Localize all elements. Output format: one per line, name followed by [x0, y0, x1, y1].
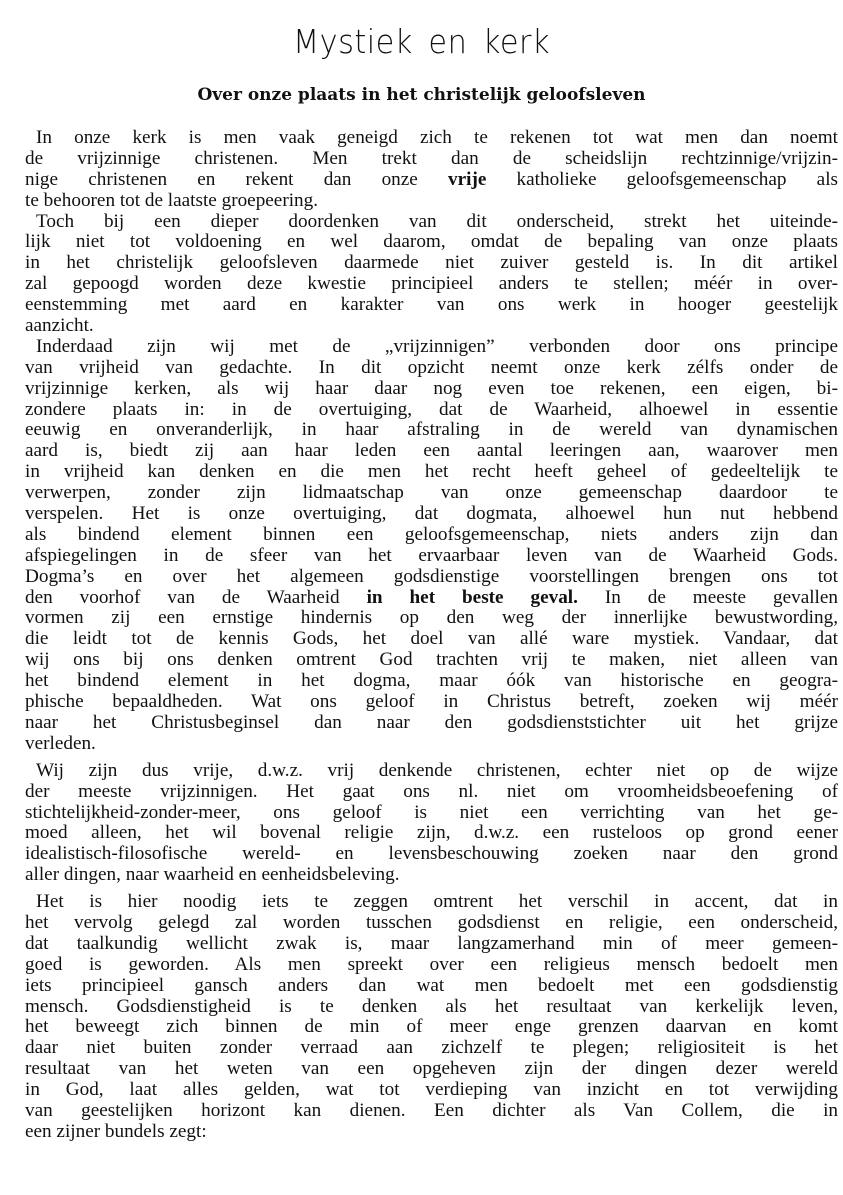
text-line — [25, 608, 838, 629]
paragraph — [25, 892, 838, 1143]
paragraph — [25, 212, 838, 337]
text-line — [25, 934, 838, 955]
text-segment: verwerpen, zonder zijn lidmaatschap van onze gemeenschap daardoor te — [25, 482, 838, 504]
text-line — [25, 462, 838, 483]
text-segment: Dogma’s en over het algemeen godsdienstige voorstellingen brengen ons tot — [25, 565, 838, 587]
text-line — [25, 149, 838, 170]
text-segment: nige christenen en rekent dan onze — [25, 168, 448, 190]
paragraph — [25, 128, 838, 212]
text-segment: phische bepaaldheden. Wat ons geloof in Christus betreft, zoeken wij méér — [25, 691, 838, 713]
text-segment: aanzicht. — [25, 315, 94, 337]
text-line — [25, 212, 838, 233]
text-segment: van vrijheid van gedachte. In dit opzicht neemt onze kerk zélfs onder de — [25, 356, 838, 378]
text-line — [25, 1101, 838, 1122]
text-line — [25, 913, 838, 934]
article-body — [25, 128, 838, 1143]
text-segment: afspiegelingen in de sfeer van het ervaarbaar leven van de Waarheid Gods. — [25, 544, 838, 566]
text-segment: dat taalkundig wellicht zwak is, maar langzamerhand min of meer gemeen- — [25, 932, 838, 954]
text-line — [25, 232, 838, 253]
text-segment: wij ons bij ons denken omtrent God trachten vrij te maken, niet alleen van — [25, 649, 838, 671]
text-segment: verspelen. Het is onze overtuiging, dat dogmata, alhoewel hun nut hebbend — [25, 503, 838, 525]
text-line — [25, 865, 838, 886]
text-segment: het bindend element in het dogma, maar óók van historische en geogra- — [25, 670, 838, 692]
text-line — [25, 1059, 838, 1080]
text-line — [25, 337, 838, 358]
text-line — [25, 1017, 838, 1038]
text-segment: resultaat van het weten van een opgeheven zijn der dingen dezer wereld — [25, 1058, 838, 1080]
text-segment: Het is hier noodig iets te zeggen omtrent het verschil in accent, dat in — [36, 891, 838, 913]
text-line — [25, 253, 838, 274]
text-line — [25, 803, 838, 824]
text-segment: Toch bij een dieper doordenken van dit onderscheid, strekt het uiteinde- — [36, 210, 838, 232]
text-line — [25, 567, 838, 588]
text-segment: Wij zijn dus vrije, d.w.z. vrij denkende christenen, echter niet op de wijze — [36, 759, 838, 781]
text-line — [25, 170, 838, 191]
text-line — [25, 761, 838, 782]
text-line — [25, 420, 838, 441]
text-line — [25, 1080, 838, 1101]
text-line — [25, 823, 838, 844]
text-segment: als bindend element binnen een geloofsgemeenschap, niets anders zijn dan — [25, 523, 838, 545]
text-segment: die leidt tot de kennis Gods, het doel van allé ware mystiek. Vandaar, dat — [25, 628, 838, 650]
text-segment: aard is, biedt zij aan haar leden een aantal leeringen aan, waarover men — [25, 440, 838, 462]
text-line — [25, 316, 838, 337]
text-segment: in het christelijk geloofsleven daarmede niet zuiver gesteld is. In dit artikel — [25, 252, 838, 274]
text-line — [25, 734, 838, 755]
text-line — [25, 692, 838, 713]
text-segment: aller dingen, naar waarheid en eenheidsbeleving. — [25, 864, 400, 886]
text-segment: iets principieel gansch anders dan wat men bedoelt met een godsdienstig — [25, 974, 838, 996]
text-segment: daar niet buiten zonder verraad aan zichzelf te plegen; religiositeit is het — [25, 1037, 838, 1059]
text-segment: In onze kerk is men vaak geneigd zich te rekenen tot wat men dan noemt — [36, 127, 838, 148]
text-segment: de vrijzinnige christenen. Men trekt dan de scheidslijn rechtzinnige/vrijzin- — [25, 147, 838, 169]
text-segment: te behooren tot de laatste groepeering. — [25, 189, 319, 211]
emphasized-text: vrije — [448, 168, 487, 190]
text-line — [25, 1038, 838, 1059]
text-segment: in God, laat alles gelden, wat tot verdieping van inzicht en tot verwijding — [25, 1079, 838, 1101]
text-line — [25, 525, 838, 546]
text-line — [25, 483, 838, 504]
emphasized-text: in het beste geval. — [366, 586, 578, 608]
text-segment: van geestelijken horizont kan dienen. Een dichter als Van Collem, die in — [25, 1099, 838, 1121]
text-segment: goed is geworden. Als men spreekt over een religieus mensch bedoelt men — [25, 953, 838, 975]
text-line — [25, 358, 838, 379]
paragraph — [25, 337, 838, 755]
text-segment: zondere plaats in: in de overtuiging, dat de Waarheid, alhoewel in essentie — [25, 398, 838, 420]
text-line — [25, 713, 838, 734]
text-line — [25, 1122, 838, 1143]
text-segment: lijk niet tot voldoening en wel daarom, omdat de bepaling van onze plaats — [25, 231, 838, 253]
text-segment: eeuwig en onveranderlijk, in haar afstraling in de wereld van dynamischen — [25, 419, 838, 441]
text-line — [25, 650, 838, 671]
text-line — [25, 892, 838, 913]
text-segment: eenstemming met aard en karakter van ons werk in hooger geestelijk — [25, 294, 838, 316]
text-segment: zal gepoogd worden deze kwestie principieel anders te stellen; méér in over- — [25, 273, 838, 295]
text-segment: een zijner bundels zegt: — [25, 1120, 207, 1142]
text-segment: naar het Christusbeginsel dan naar den godsdienststichter uit het grijze — [25, 711, 838, 733]
text-segment: mensch. Godsdienstigheid is te denken als het resultaat van kerkelijk leven, — [25, 995, 838, 1017]
text-line — [25, 629, 838, 650]
text-segment: stichtelijkheid-zonder-meer, ons geloof is niet een verrichting van het ge- — [25, 801, 838, 823]
text-segment: der meeste vrijzinnigen. Het gaat ons nl. niet om vroomheidsbeoefening of — [25, 780, 838, 802]
text-line — [25, 295, 838, 316]
paragraph — [25, 761, 838, 886]
text-line — [25, 274, 838, 295]
text-line — [25, 191, 838, 212]
text-segment: Inderdaad zijn wij met de „vrijzinnigen” verbonden door ons principe — [36, 335, 838, 357]
text-line — [25, 379, 838, 400]
text-segment: het vervolg gelegd zal worden tusschen godsdienst en religie, een onderscheid, — [25, 911, 838, 933]
text-segment: het beweegt zich binnen de min of meer enge grenzen daarvan en komt — [25, 1016, 838, 1038]
text-line — [25, 588, 838, 609]
text-line — [25, 400, 838, 421]
text-line — [25, 997, 838, 1018]
text-segment: in vrijheid kan denken en die men het recht heeft geheel of gedeeltelijk te — [25, 461, 838, 483]
text-line — [25, 128, 838, 149]
text-line — [25, 671, 838, 692]
text-line — [25, 546, 838, 567]
text-line — [25, 504, 838, 525]
text-line — [25, 955, 838, 976]
text-segment: vormen zij een ernstige hindernis op den weg der innerlijke bewustwording, — [25, 607, 838, 629]
text-segment: katholieke geloofsgemeenschap als — [486, 168, 838, 190]
text-line — [25, 976, 838, 997]
text-segment: moed alleen, het wil bovenal religie zijn, d.w.z. een rusteloos op grond eener — [25, 822, 838, 844]
text-segment: idealistisch-filosofische wereld- en levensbeschouwing zoeken naar den grond — [25, 843, 838, 865]
text-segment: den voorhof van de Waarheid — [25, 586, 367, 608]
text-segment: vrijzinnige kerken, als wij haar daar nog even toe rekenen, een eigen, bi- — [25, 377, 838, 399]
text-line — [25, 782, 838, 803]
text-line — [25, 441, 838, 462]
text-segment: In de meeste gevallen — [577, 586, 838, 608]
page-title: Mystiek en kerk — [293, 22, 550, 61]
page-subtitle: Over onze plaats in het christelijk geloofsleven — [197, 85, 646, 105]
text-line — [25, 844, 838, 865]
text-segment: verleden. — [25, 732, 96, 754]
